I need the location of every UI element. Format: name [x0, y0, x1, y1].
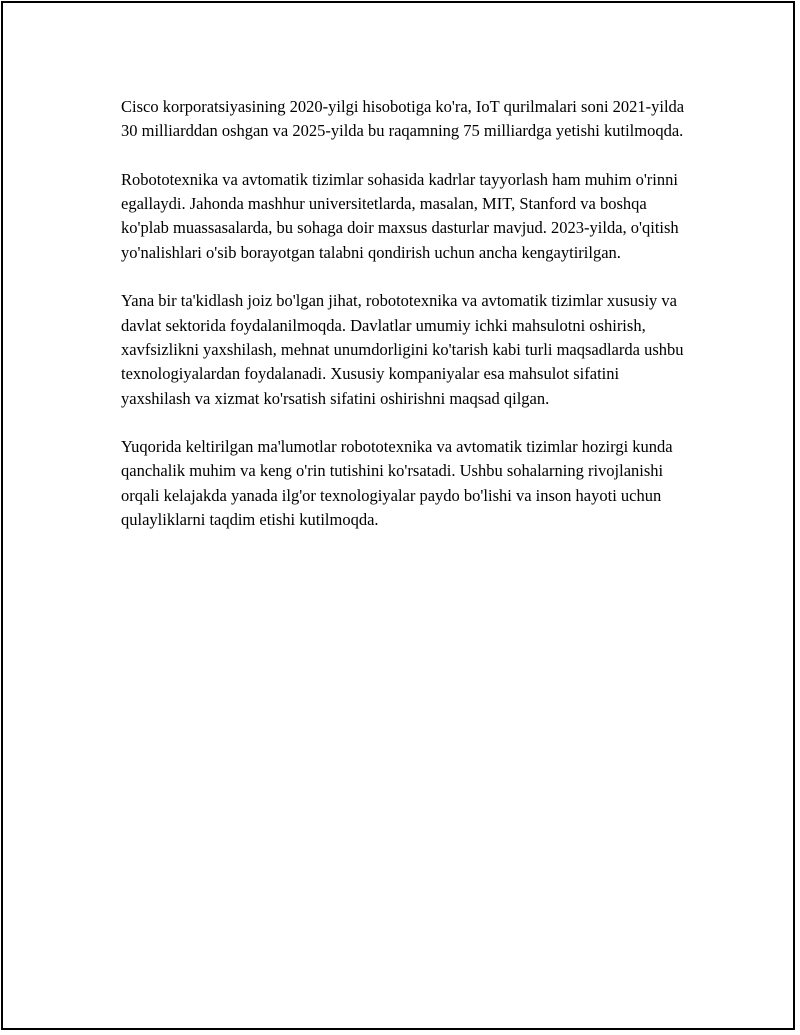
paragraph-education: Robototexnika va avtomatik tizimlar sohasida kadrlar tayyorlash ham muhim o'rinni egallaydi. Jahonda mashhur universitetlarda, masalan, MIT, Stanford va boshqa ko'plab muassasalarda, bu sohaga doir maxsus dasturlar mavjud. 2023-yilda, o'qitish yo'nalishlari o'sib borayotgan talabni qondirish uchun ancha kengaytirilgan. — [121, 169, 679, 262]
paragraph-sectors: Yana bir ta'kidlash joiz bo'lgan jihat, robototexnika va avtomatik tizimlar xususiy va davlat sektorida foydalanilmoqda. Davlatlar umumiy ichki mahsulotni oshirish, xavfsizlikni yaxshilash, mehnat unumdorligini ko'tarish kabi turli maqsadlarda ushbu texnologiyalardan foydalanadi. Xususiy kompaniyalar esa mahsulot sifatini yaxshilash va xizmat ko'rsatish sifatini oshirishni maqsad qilgan. — [121, 291, 684, 408]
page-frame — [1, 1, 795, 1030]
document-body — [121, 95, 691, 557]
paragraph-conclusion: Yuqorida keltirilgan ma'lumotlar robototexnika va avtomatik tizimlar hozirgi kunda qanchalik muhim va keng o'rin tutishini ko'rsatadi. Ushbu sohalarning rivojlanishi orqali kelajakda yanada ilg'or texnologiyalar paydo bo'lishi va inson hayoti uchun qulayliklarni taqdim etishi kutilmoqda. — [121, 437, 673, 530]
paragraph-iot-statistics: Cisco korporatsiyasining 2020-yilgi hisobotiga ko'ra, IoT qurilmalari soni 2021-yilda 30 milliarddan oshgan va 2025-yilda bu raqamning 75 milliardga yetishi kutilmoqda. — [121, 97, 685, 141]
